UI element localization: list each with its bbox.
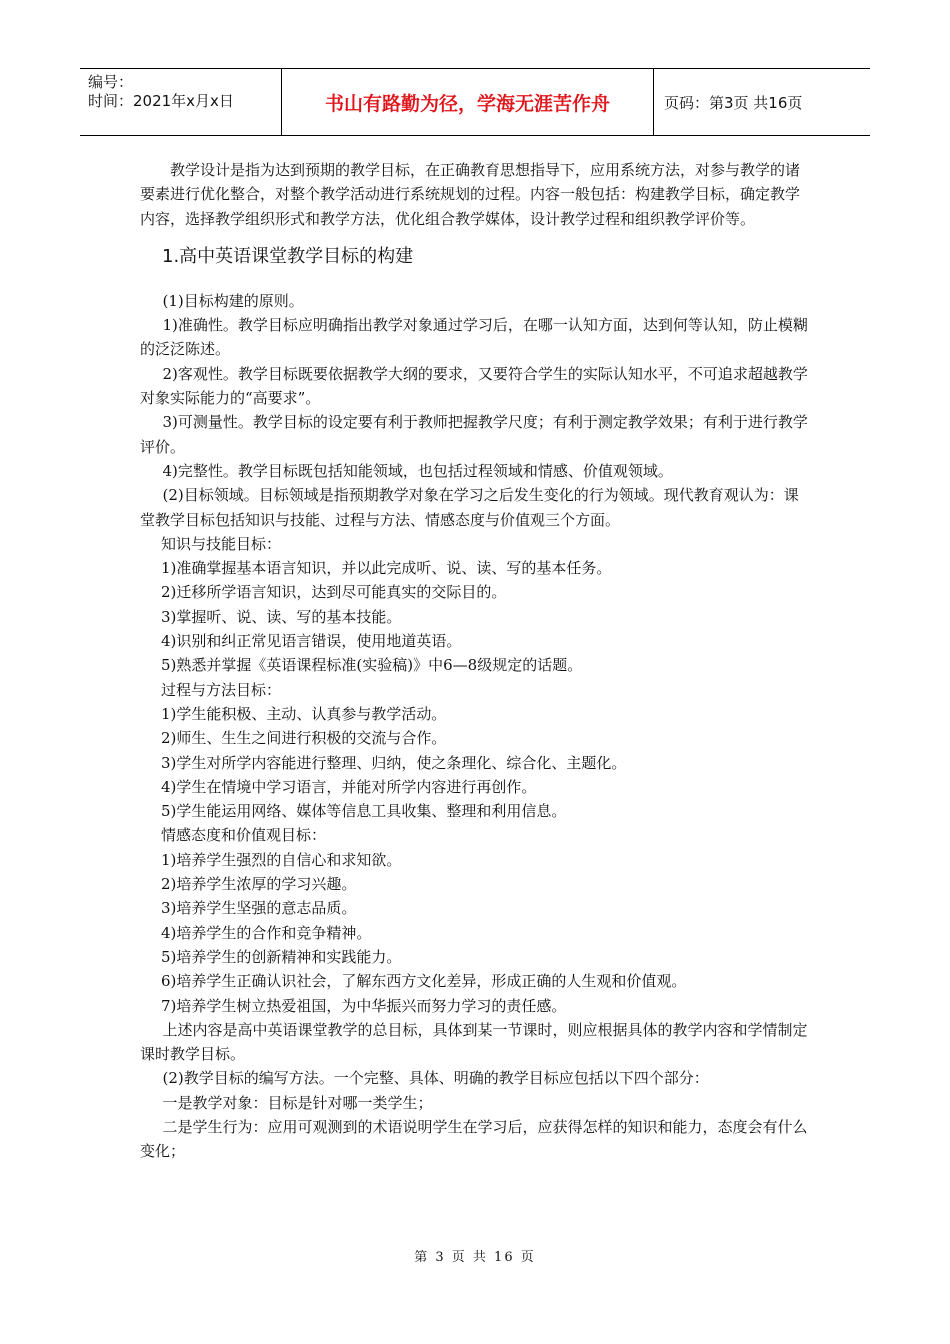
paragraph: (2)目标领域。目标领域是指预期教学对象在学习之后发生变化的行为领域。现代教育观认为：课堂教学目标包括知识与技能、过程与方法、情感态度与价值观三个方面。: [140, 486, 799, 529]
list-item: 6)培养学生正确认识社会，了解东西方文化差异，形成正确的人生观和价值观。: [161, 972, 687, 991]
list-item: 5)培养学生的创新精神和实践能力。: [161, 947, 402, 966]
header-time-label: 时间：2021年x月x日: [88, 92, 234, 110]
list-item: 4)培养学生的合作和竞争精神。: [161, 923, 372, 942]
list-item: 1)培养学生强烈的自信心和求知欲。: [161, 850, 402, 869]
list-item: 5)学生能运用网络、媒体等信息工具收集、整理和利用信息。: [161, 802, 567, 821]
paragraph: (2)教学目标的编写方法。一个完整、具体、明确的教学目标应包括以下四个部分：: [162, 1069, 709, 1088]
paragraph: 二是学生行为：应用可观测到的术语说明学生在学习后，应获得怎样的知识和能力，态度会有什么变化；: [140, 1117, 808, 1161]
list-item: 7)培养学生树立热爱祖国，为中华振兴而努力学习的责任感。: [161, 996, 567, 1015]
paragraph: 上述内容是高中英语课堂教学的总目标，具体到某一节课时，则应根据具体的教学内容和学情制定课时教学目标。: [140, 1020, 808, 1064]
list-item: 4)识别和纠正常见语言错误，使用地道英语。: [161, 632, 462, 651]
list-item: 2)培养学生浓厚的学习兴趣。: [161, 875, 357, 894]
section-title: 1.高中英语课堂教学目标的构建: [162, 245, 414, 267]
list-item: 情感态度和价值观目标：: [161, 826, 327, 845]
list-item: 3)培养学生坚强的意志品质。: [161, 899, 357, 918]
list-item: 过程与方法目标：: [161, 680, 282, 699]
list-item: 3)学生对所学内容能进行整理、归纳，使之条理化、综合化、主题化。: [161, 753, 627, 772]
page-header: [80, 68, 870, 136]
page-footer: 第 3 页 共 16 页: [414, 1250, 536, 1265]
list-item: 知识与技能目标：: [161, 534, 282, 553]
header-motto: 书山有路勤为径，学海无涯苦作舟: [282, 69, 654, 135]
paragraph: (1)目标构建的原则。: [162, 291, 304, 310]
paragraph: 一是教学对象：目标是针对哪一类学生；: [162, 1093, 433, 1112]
paragraph: 3)可测量性。教学目标的设定要有利于教师把握教学尺度；有利于测定教学效果；有利于进行教学评价。: [140, 413, 808, 456]
list-item: 1)准确掌握基本语言知识，并以此完成听、说、读、写的基本任务。: [161, 559, 612, 578]
header-meta: [80, 69, 282, 135]
list-item: 5)熟悉并掌握《英语课程标准(实验稿)》中6—8级规定的话题。: [161, 656, 583, 675]
paragraph: 1)准确性。教学目标应明确指出教学对象通过学习后，在哪一认知方面，达到何等认知，防止模糊的泛泛陈述。: [140, 316, 808, 359]
list-item: 1)学生能积极、主动、认真参与教学活动。: [161, 704, 447, 723]
header-page-info: 页码：第3页 共16页: [664, 93, 803, 112]
list-item: 2)师生、生生之间进行积极的交流与合作。: [161, 729, 447, 748]
header-number-label: 编号：: [88, 73, 134, 91]
list-item: 4)学生在情境中学习语言，并能对所学内容进行再创作。: [161, 777, 537, 796]
list-item: 3)掌握听、说、读、写的基本技能。: [161, 607, 402, 626]
list-item: 2)迁移所学语言知识，达到尽可能真实的交际目的。: [161, 583, 507, 602]
paragraph: 4)完整性。教学目标既包括知能领域，也包括过程领域和情感、价值观领域。: [162, 461, 673, 480]
document-body: [140, 158, 808, 1164]
intro-paragraph: 教学设计是指为达到预期的教学目标，在正确教育思想指导下，应用系统方法，对参与教学的诸要素进行优化整合，对整个教学活动进行系统规划的过程。内容一般包括：构建教学目标，确定教学内容，选择教学组织形式和教学方法，优化组合教学媒体，设计教学过程和组织教学评价等。: [140, 161, 801, 228]
paragraph: 2)客观性。教学目标既要依据教学大纲的要求，又要符合学生的实际认知水平，不可追求超越教学对象实际能力的“高要求”。: [140, 364, 808, 408]
